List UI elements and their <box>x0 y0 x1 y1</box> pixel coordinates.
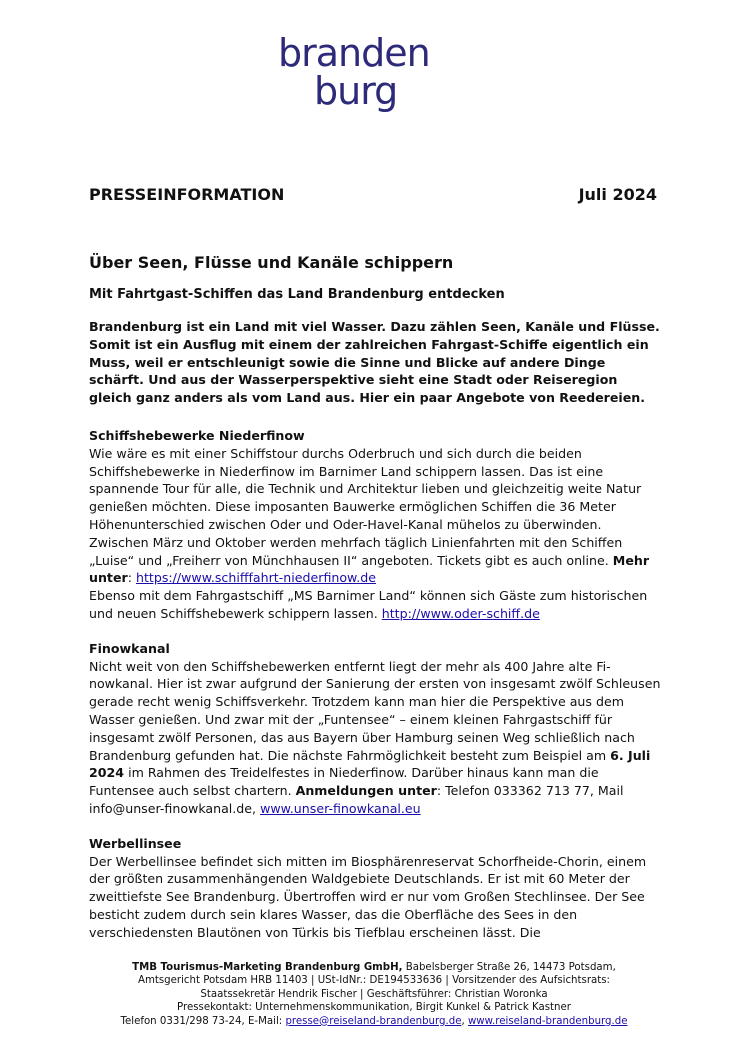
footer-line-5 <box>80 1015 668 1028</box>
footer-website-link[interactable]: www.reiseland-brandenburg.de <box>467 1015 628 1027</box>
section-text-niederfinow <box>89 445 661 623</box>
more-label: Mehr unter <box>89 552 650 586</box>
section-text-finowkanal <box>89 658 661 818</box>
niederfinow-text-2: Ebenso mit dem Fahrgastschiff „MS Barnimer Land“ können sich Gäste zum historischen und neuen Schiffshebewerk schippern lassen. <box>89 588 648 621</box>
finowkanal-date: 6. Juli 2024 <box>89 747 651 781</box>
footer-line-3: Staatssekretär Hendrik Fischer | Geschäftsführer: Christian Woronka <box>200 988 548 1000</box>
finowkanal-text-3: : Telefon 033362 713 77, Mail info@unser-finowkanal.de, <box>89 783 624 816</box>
logo-line-1: branden <box>278 31 430 75</box>
section-text-werbellinsee: Der Werbellinsee befindet sich mitten im Biosphärenreservat Schorfheide-Chorin, einem der größten zusammenhängenden Waldgebiete Deutschlands. Er ist mit 60 Meter der zweittiefste See Brandenburg. Übertroffen wird er nur vom Großen Stechlinsee. Der See besticht zudem durch sein klares Wasser, das die Oberfläche des Sees in den verschiedensten Blautönen von Türkis bis Tiefblau erscheinen lässt. Die <box>89 853 647 940</box>
footer-line-2: Amtsgericht Potsdam HRB 11403 | USt-IdNr.: DE194533636 | Vorsitzender des Aufsichtsrats: <box>137 975 610 987</box>
document-header <box>89 185 657 204</box>
link-schifffahrt-niederfinow[interactable]: https://www.schifffahrt-niederfinow.de <box>135 570 376 586</box>
page-title: Über Seen, Flüsse und Kanäle schippern <box>89 253 454 272</box>
footer-line-4: Pressekontakt: Unternehmenskommunikation, Birgit Kunkel & Patrick Kastner <box>177 1002 571 1014</box>
footer-phone: Telefon 0331/298 73-24, E-Mail: <box>120 1015 286 1027</box>
section-finowkanal <box>89 640 661 818</box>
footer-email-link[interactable]: presse@reiseland-brandenburg.de <box>285 1015 462 1027</box>
footer-address: Babelsberger Straße 26, 14473 Potsdam, <box>402 962 616 973</box>
finowkanal-text-2: im Rahmen des Treidelfestes in Niederfinow. Darüber hinaus kann man die Funtensee auch selbst chartern. <box>89 765 599 799</box>
section-heading-werbellinsee: Werbellinsee <box>89 835 182 851</box>
niederfinow-text-1: Wie wäre es mit einer Schiffstour durchs Oderbruch und sich durch die beiden Schiffshebewerke in Niederfinow im Barnimer Land schippern lassen. Das ist eine spannende Tour für alle, die Technik und Architektur lieben und gleichzeitig weite Natur genießen möchten. Diese imposanten Bauwerke ermöglichen Schiffen die 36 Meter Höhenunterschied zwischen Oder und Oder-Havel-Kanal mühelos zu überwinden. Zwischen März und Oktober werden mehrfach täglich Linienfahrten mit den Schiffen „Luise“ und „Freiherr von Münchhausen II“ angeboten. Tickets gibt es auch online. <box>89 445 642 568</box>
section-heading-niederfinow: Schiffshebewerke Niederfinow <box>89 427 305 443</box>
section-heading-finowkanal: Finowkanal <box>89 640 170 656</box>
footer-company: TMB Tourismus-Marketing Brandenburg GmbH, <box>132 962 403 973</box>
section-werbellinsee <box>89 835 661 942</box>
document-date: Juli 2024 <box>578 185 657 204</box>
finowkanal-text-1: Nicht weit von den Schiffshebewerken entfernt liegt der mehr als 400 Jahre alte Finowkanal. Hier ist zwar aufgrund der Sanierung der ersten von insgesamt zwölf Schleusen gerade recht wenig Schiffsverkehr. Trotzdem kann man hier die Perspektive aus dem Wasser genießen. Und zwar mit der „Funtensee“ – einem kleinen Fahrgastschiff für insgesamt zwölf Personen, das aus Bayern über Hamburg seinen Weg schließlich nach Brandenburg gefunden hat. Die nächste Fahrmöglichkeit besteht zum Beispiel am <box>89 658 661 763</box>
document-type-label: PRESSEINFORMATION <box>89 185 285 204</box>
section-niederfinow <box>89 427 661 623</box>
lead-paragraph: Brandenburg ist ein Land mit viel Wasser. Dazu zählen Seen, Kanäle und Flüsse. Somit ist ein Ausflug mit einem der zahlreichen Fahrgast-Schiffe eigentlich ein Muss, weil er entschleunigt sowie die Sinne und Blicke auf andere Dinge schärft. Und aus der Wasserperspektive sieht eine Stadt oder Reiseregion gleich ganz anders als vom Land aus. Hier ein paar Angebote von Reedereien. <box>89 319 660 406</box>
logo-line-2: burg <box>314 69 398 113</box>
footer-comma: , <box>461 1015 468 1027</box>
more-colon: : <box>127 570 136 586</box>
page-footer <box>80 961 668 1028</box>
article-body <box>89 318 661 959</box>
page-subtitle: Mit Fahrtgast-Schiffen das Land Brandenburg entdecken <box>89 287 505 302</box>
registration-label: Anmeldungen unter <box>295 783 437 799</box>
link-unser-finowkanal[interactable]: www.unser-finowkanal.eu <box>260 800 421 816</box>
footer-line-1 <box>80 961 668 974</box>
link-oder-schiff[interactable]: http://www.oder-schiff.de <box>381 605 540 621</box>
